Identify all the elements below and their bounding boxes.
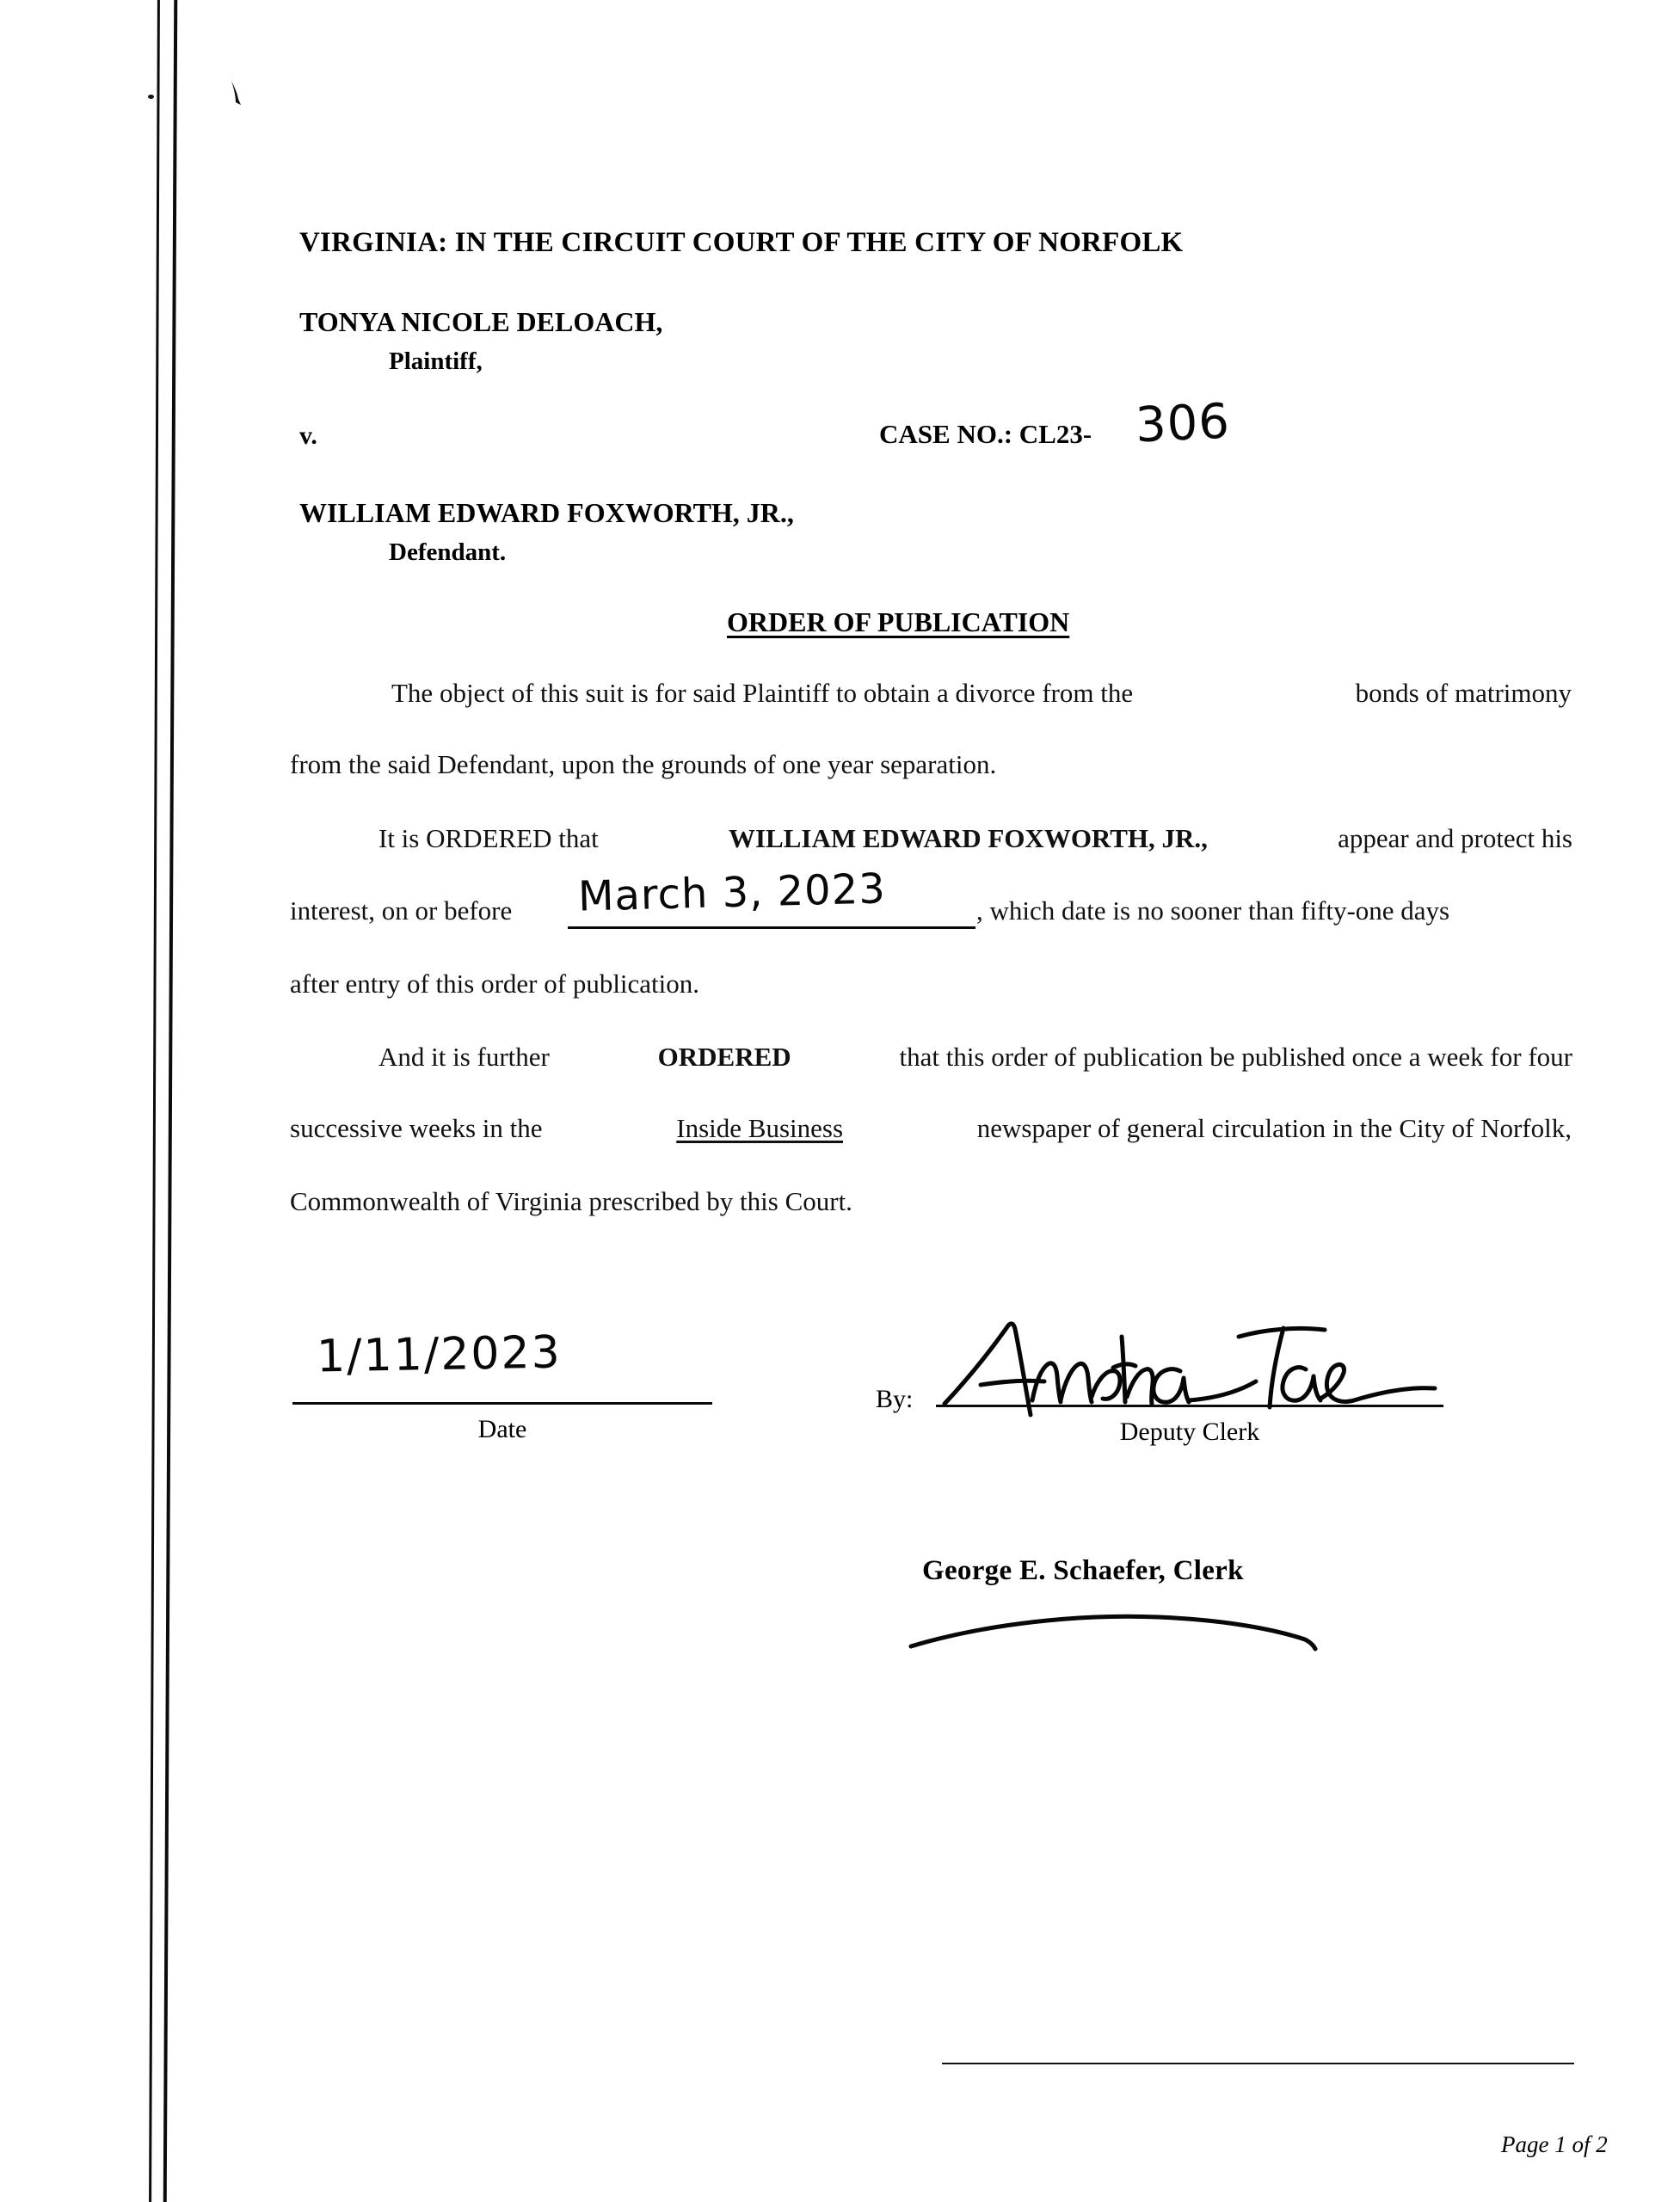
defendant-name: WILLIAM EDWARD FOXWORTH, JR.,: [299, 497, 794, 528]
case-number-handwritten-value: 306: [1134, 393, 1232, 454]
page-title: ORDER OF PUBLICATION: [727, 606, 1070, 637]
margin-binding-rule-inner: [163, 0, 178, 2202]
scan-speck-icon: [148, 95, 154, 99]
paragraph-2-line-3: after entry of this order of publication.: [290, 969, 700, 999]
newspaper-name: Inside Business: [676, 1113, 844, 1143]
paragraph-3-line-3: Commonwealth of Virginia prescribed by this Court.: [290, 1186, 852, 1216]
paragraph-1-line-1-part-a: The object of this suit is for said Plaintiff to obtain a divorce from the: [391, 678, 1134, 708]
paragraph-2-line-1-part-a: It is ORDERED that: [378, 823, 606, 853]
defendant-role-label: Defendant.: [389, 538, 507, 566]
paragraph-1-line-1: [391, 680, 1572, 706]
deputy-clerk-signature-icon: [936, 1307, 1443, 1419]
paragraph-3-line-2-part-a: successive weeks in the: [290, 1113, 550, 1143]
clerk-name: George E. Schaefer, Clerk: [922, 1555, 1244, 1586]
appear-by-date-handwritten: March 3, 2023: [577, 864, 887, 921]
ordered-emphasis: ORDERED: [657, 1042, 791, 1072]
paragraph-2-line-2-part-a: interest, on or before: [290, 895, 513, 926]
versus-label: v.: [299, 421, 317, 450]
defendant-name-inline: WILLIAM EDWARD FOXWORTH, JR.,: [728, 823, 1208, 853]
appear-by-date-fill-line: [568, 926, 975, 929]
paragraph-3-line-2: [290, 1115, 1572, 1141]
date-signature-line: [292, 1402, 712, 1405]
paragraph-3-line-1: [378, 1043, 1572, 1070]
deputy-clerk-label: Deputy Clerk: [1119, 1418, 1260, 1446]
page-number: Page 1 of 2: [1501, 2131, 1608, 2157]
paragraph-1-line-2: from the said Defendant, upon the grounds of one year separation.: [290, 749, 997, 779]
paragraph-2-line-2-part-b: , which date is no sooner than fifty-one days: [976, 895, 1450, 926]
signed-date-handwritten: 1/11/2023: [316, 1326, 563, 1383]
paragraph-2-line-1-part-b: appear and protect his: [1331, 823, 1572, 853]
paragraph-2-line-1: [378, 825, 1572, 852]
paragraph-3-line-1-part-a: And it is further: [378, 1042, 557, 1072]
ink-tick-mark-icon: [231, 80, 243, 106]
footer-divider: [942, 2063, 1574, 2064]
deputy-clerk-signature-line: [936, 1405, 1443, 1407]
clerk-flourish-icon: [908, 1607, 1320, 1652]
plaintiff-name: TONYA NICOLE DELOACH,: [299, 306, 663, 337]
paragraph-3-line-2-part-b: newspaper of general circulation in the City of Norfolk,: [969, 1113, 1572, 1143]
paragraph-1-line-1-part-b: bonds of matrimony: [1355, 678, 1572, 708]
by-label: By:: [876, 1385, 914, 1413]
court-caption-line: VIRGINIA: IN THE CIRCUIT COURT OF THE CITY OF NORFOLK: [299, 227, 1184, 258]
date-label: Date: [477, 1415, 527, 1443]
margin-binding-rule-outer: [149, 0, 160, 2202]
plaintiff-role-label: Plaintiff,: [389, 348, 483, 375]
paragraph-3-line-1-part-b: that this order of publication be published once a week for four: [892, 1042, 1572, 1072]
case-number-label: CASE NO.: CL23-: [879, 419, 1092, 449]
